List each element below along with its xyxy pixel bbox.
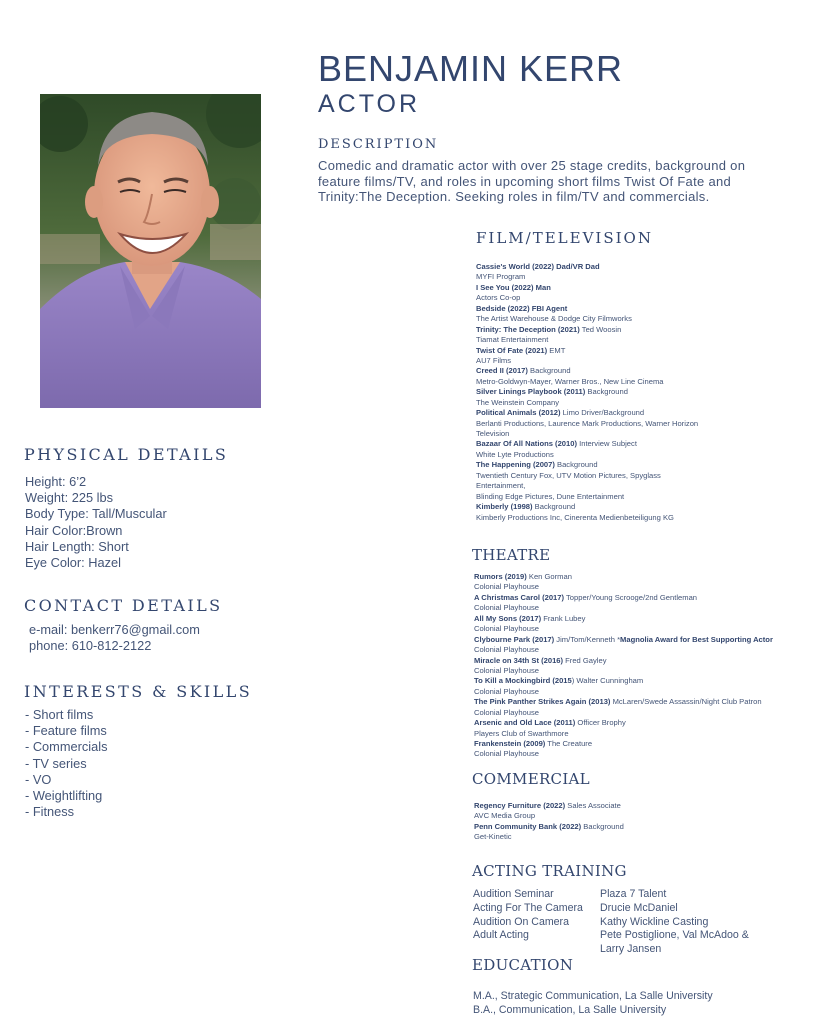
credit-line: MYFI Program [476, 272, 526, 282]
contact-details-list [29, 622, 200, 654]
skill-item: - Short films [25, 707, 94, 722]
skill-item: - VO [25, 771, 52, 787]
credit-line: Blinding Edge Pictures, Dune Entertainment [476, 491, 625, 501]
training-course: Audition Seminar [473, 888, 554, 900]
physical-detail-body-type: Body Type: Tall/Muscular [25, 506, 167, 522]
role-subheading: ACTOR [318, 90, 421, 118]
credit-line: I See You (2022) Man [476, 282, 551, 292]
credit-line: Colonial Playhouse [474, 686, 540, 696]
skill-item: - Feature films [25, 723, 107, 739]
education-item: M.A., Strategic Communication, La Salle University [473, 990, 713, 1002]
name-heading: BENJAMIN KERR [318, 48, 624, 89]
award-note: Magnolia Award for Best Supporting Actor [620, 634, 773, 644]
physical-detail-weight: Weight: 225 lbs [25, 490, 113, 506]
credit-line: Clybourne Park (2017) Jim/Tom/Kenneth *Magnolia Award for Best Supporting Actor [474, 634, 773, 644]
credit-line: Trinity: The Deception (2021) Ted Woosin [476, 324, 622, 334]
skill-item: - Fitness [25, 804, 75, 820]
credit-line: Colonial Playhouse [474, 624, 540, 634]
training-row [473, 888, 667, 902]
credit-line: The Weinstein Company [476, 397, 560, 407]
physical-detail-hair-color: Hair Color:Brown [25, 522, 123, 538]
theatre-credits [474, 572, 773, 760]
credit-line: Bazaar Of All Nations (2010) Interview Subject [476, 439, 637, 449]
credit-line: Twist Of Fate (2021) EMT [476, 345, 566, 355]
education-item: B.A., Communication, La Salle University [473, 1003, 667, 1016]
physical-detail-height: Height: 6’2 [25, 474, 87, 489]
credit-line: All My Sons (2017) Frank Lubey [474, 613, 586, 623]
credit-line: Cassie's World (2022) Dad/VR Dad [476, 262, 600, 271]
training-teacher: Drucie McDaniel [600, 901, 678, 914]
description-heading: DESCRIPTION [318, 137, 439, 152]
interests-skills-list [25, 707, 107, 820]
credit-line: To Kill a Mockingbird (2015) Walter Cunningham [474, 676, 644, 686]
contact-phone[interactable]: phone: 610-812-2122 [29, 638, 152, 654]
credit-line: Miracle on 34th St (2016) Fred Gayley [474, 655, 607, 665]
credit-line: Television [476, 429, 510, 438]
film-television-credits [476, 262, 698, 523]
credit-line: Colonial Playhouse [474, 645, 540, 655]
credit-line: Colonial Playhouse [474, 749, 540, 759]
skill-item: - Commercials [25, 739, 108, 755]
acting-training-heading: ACTING TRAINING [472, 862, 627, 880]
credit-line: The Pink Panther Strikes Again (2013) McLaren/Swede Assassin/Night Club Patron [474, 697, 762, 707]
credit-line: Political Animals (2012) Limo Driver/Background [476, 408, 645, 418]
credit-line: Colonial Playhouse [474, 603, 540, 613]
training-teacher: Kathy Wickline Casting [600, 915, 709, 928]
physical-detail-hair-length: Hair Length: Short [25, 538, 129, 554]
credit-line: Arsenic and Old Lace (2011) Officer Brophy [474, 718, 626, 728]
training-teacher: Pete Postiglione, Val McAdoo & [600, 929, 749, 942]
contact-details-heading: CONTACT DETAILS [24, 596, 223, 615]
credit-line: The Happening (2007) Background [476, 460, 598, 470]
credit-line: Rumors (2019) Ken Gorman [474, 572, 572, 581]
credit-line: Actors Co-op [476, 293, 521, 303]
credit-line: AVC Media Group [474, 811, 536, 821]
training-row [473, 943, 662, 957]
training-row [473, 915, 709, 930]
credit-line: Kimberly (1998) Background [476, 502, 576, 512]
commercial-credits [474, 801, 624, 843]
education-list [473, 990, 713, 1018]
training-teacher: Plaza 7 Talent [600, 888, 667, 900]
credit-line: Bedside (2022) FBI Agent [476, 303, 568, 313]
credit-line: Get-Kinetic [474, 832, 512, 842]
headshot-photo [40, 94, 261, 408]
training-course: Audition On Camera [473, 915, 569, 928]
credit-line: Frankenstein (2009) The Creature [474, 739, 593, 748]
credit-line: Penn Community Bank (2022) Background [474, 821, 624, 831]
credit-line: Creed II (2017) Background [476, 366, 571, 376]
credit-line: Colonial Playhouse [474, 582, 540, 592]
credit-line: Colonial Playhouse [474, 707, 540, 717]
theatre-heading: THEATRE [472, 546, 551, 564]
training-row [473, 901, 678, 916]
film-television-heading: FILM/TELEVISION [476, 229, 653, 247]
credit-line: Silver Linings Playbook (2011) Background [476, 387, 628, 397]
credit-line: Twentieth Century Fox, UTV Motion Pictures, Spyglass [476, 470, 661, 480]
physical-detail-eye-color: Eye Color: Hazel [25, 554, 122, 570]
credit-line: Tiamat Entertainment [476, 335, 549, 345]
description-text: Comedic and dramatic actor with over 25 stage credits, background on feature films/TV, and roles in upcoming short films Twist Of Fate and Trinity:The Deception. Seeking roles in film/TV and commercials. [318, 158, 746, 204]
credit-line: A Christmas Carol (2017) Topper/Young Scrooge/2nd Gentleman [474, 592, 698, 602]
physical-details-list [25, 474, 167, 571]
training-course: Adult Acting [473, 929, 529, 942]
interests-skills-heading: INTERESTS & SKILLS [24, 682, 253, 701]
training-row [473, 929, 749, 943]
credit-line: Players Club of Swarthmore [474, 728, 569, 738]
commercial-heading: COMMERCIAL [472, 770, 590, 788]
training-course: Acting For The Camera [473, 901, 583, 914]
credit-line: Berlanti Productions, Laurence Mark Productions, Warner Horizon [476, 418, 699, 428]
credit-line: The Artist Warehouse & Dodge City Filmworks [476, 314, 632, 324]
credit-line: Regency Furniture (2022) Sales Associate [474, 801, 621, 810]
training-teacher: Larry Jansen [600, 943, 662, 956]
contact-email[interactable]: e-mail: benkerr76@gmail.com [29, 622, 200, 637]
credit-line: White Lyte Productions [476, 449, 554, 459]
credit-line: Colonial Playhouse [474, 665, 540, 675]
credit-line: Kimberly Productions Inc, Cinerenta Medienbeteiligung KG [476, 512, 674, 522]
skill-item: - Weightlifting [25, 787, 103, 803]
skill-item: - TV series [25, 755, 87, 771]
credit-line: Entertainment, [476, 481, 526, 491]
credit-line: AU7 Films [476, 355, 512, 365]
credit-line: Metro-Goldwyn-Mayer, Warner Bros., New Line Cinema [476, 376, 664, 386]
education-heading: EDUCATION [472, 956, 574, 974]
acting-training-table [473, 888, 749, 957]
physical-details-heading: PHYSICAL DETAILS [24, 445, 229, 464]
